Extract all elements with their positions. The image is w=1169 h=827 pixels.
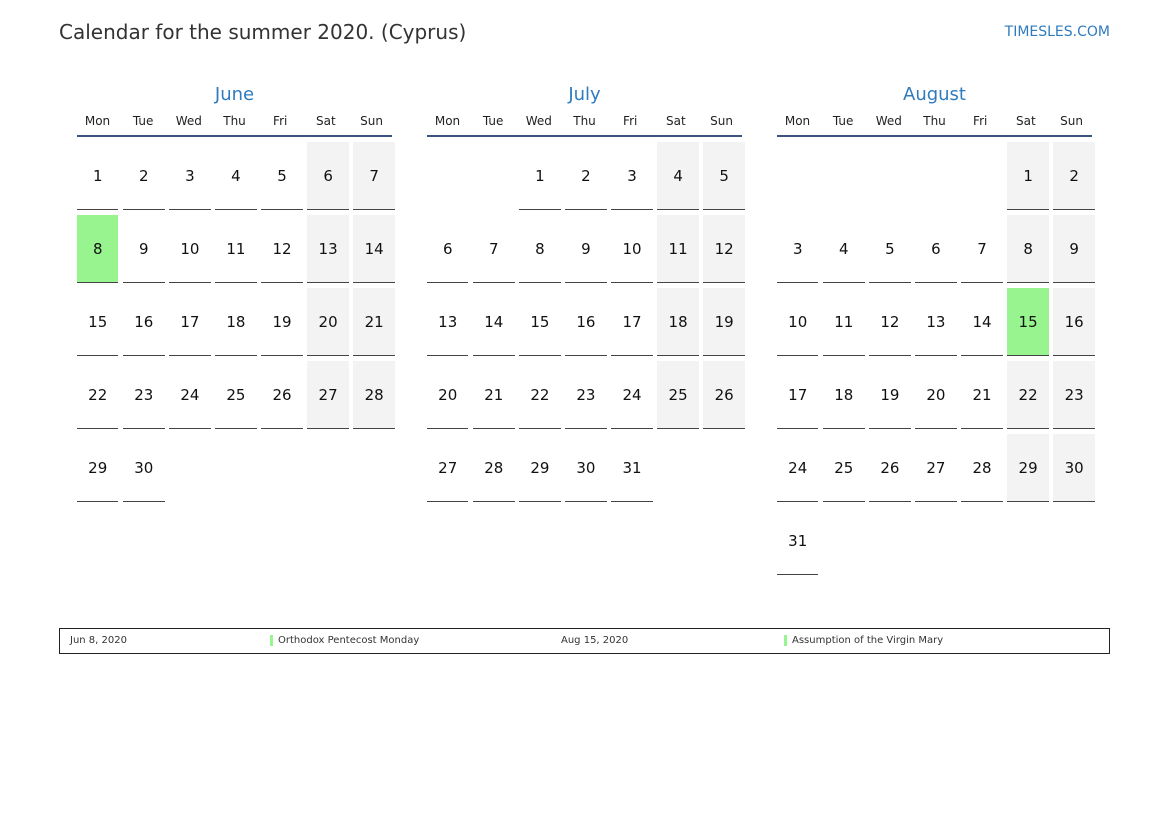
day-cell: 23 <box>123 361 164 429</box>
legend-date: Jun 8, 2020 <box>70 635 127 646</box>
day-cell: 23 <box>1053 361 1094 429</box>
day-cell: 8 <box>519 215 560 283</box>
day-cell: 12 <box>703 215 744 283</box>
day-cell: 20 <box>427 361 468 429</box>
day-cell: 26 <box>703 361 744 429</box>
empty-cell <box>823 142 864 210</box>
day-cell: 21 <box>473 361 514 429</box>
day-cell: 31 <box>777 507 818 575</box>
day-cell: 14 <box>353 215 394 283</box>
day-cell: 11 <box>215 215 256 283</box>
day-cell: 11 <box>657 215 698 283</box>
day-cell: 29 <box>77 434 118 502</box>
holiday-swatch <box>784 635 787 646</box>
day-cell: 25 <box>657 361 698 429</box>
weekday-label: Fri <box>623 114 638 128</box>
day-cell: 13 <box>915 288 956 356</box>
day-cell: 6 <box>307 142 348 210</box>
day-cell: 19 <box>261 288 302 356</box>
day-cell: 24 <box>169 361 210 429</box>
holiday-legend <box>59 628 1110 654</box>
day-cell: 9 <box>1053 215 1094 283</box>
day-cell: 29 <box>519 434 560 502</box>
day-cell: 7 <box>473 215 514 283</box>
legend-item <box>70 629 419 652</box>
weekday-header <box>427 114 742 137</box>
legend-holiday-name: Orthodox Pentecost Monday <box>278 635 420 646</box>
legend-date: Aug 15, 2020 <box>561 635 629 646</box>
weekday-label: Sun <box>710 114 733 128</box>
day-cell: 23 <box>565 361 606 429</box>
day-cell: 17 <box>611 288 652 356</box>
day-cell: 20 <box>915 361 956 429</box>
weekday-label: Thu <box>573 114 596 128</box>
day-cell: 22 <box>1007 361 1048 429</box>
day-cell: 27 <box>427 434 468 502</box>
day-cell: 10 <box>611 215 652 283</box>
day-cell: 19 <box>869 361 910 429</box>
weekday-label: Sun <box>1060 114 1083 128</box>
day-cell: 5 <box>869 215 910 283</box>
day-cell: 4 <box>657 142 698 210</box>
day-cell: 20 <box>307 288 348 356</box>
day-cell: 30 <box>123 434 164 502</box>
day-cell: 7 <box>353 142 394 210</box>
day-cell: 24 <box>611 361 652 429</box>
weekday-label: Thu <box>923 114 946 128</box>
month-title: June <box>214 84 255 105</box>
day-cell: 1 <box>519 142 560 210</box>
month-june <box>77 84 392 502</box>
day-cell: 16 <box>123 288 164 356</box>
day-cell: 5 <box>703 142 744 210</box>
day-cell: 28 <box>353 361 394 429</box>
day-cell: 30 <box>565 434 606 502</box>
day-cell: 1 <box>77 142 118 210</box>
day-cell: 3 <box>169 142 210 210</box>
weekday-label: Wed <box>525 114 552 128</box>
weekday-label: Fri <box>973 114 988 128</box>
day-cell: 15 <box>519 288 560 356</box>
weekday-label: Sat <box>316 114 336 128</box>
empty-cell <box>869 142 910 210</box>
weekday-header <box>777 114 1092 137</box>
day-cell: 8 <box>1007 215 1048 283</box>
month-july <box>427 84 742 502</box>
day-cell: 6 <box>427 215 468 283</box>
day-cell: 11 <box>823 288 864 356</box>
page-title: Calendar for the summer 2020. (Cyprus) <box>59 20 467 44</box>
holiday-day-cell: 8 <box>77 215 118 283</box>
day-cell: 2 <box>565 142 606 210</box>
day-cell: 27 <box>915 434 956 502</box>
day-cell: 21 <box>961 361 1002 429</box>
day-cell: 5 <box>261 142 302 210</box>
weekday-label: Sat <box>1016 114 1036 128</box>
weekday-label: Tue <box>482 114 504 128</box>
weekday-label: Mon <box>784 114 811 128</box>
day-cell: 21 <box>353 288 394 356</box>
day-cell: 4 <box>823 215 864 283</box>
empty-cell <box>777 142 818 210</box>
month-august <box>777 84 1092 575</box>
weekday-label: Wed <box>175 114 202 128</box>
weekday-label: Sun <box>360 114 383 128</box>
weekday-header <box>77 114 392 137</box>
day-cell: 3 <box>777 215 818 283</box>
weekday-label: Tue <box>832 114 854 128</box>
legend-item <box>561 629 943 652</box>
day-cell: 31 <box>611 434 652 502</box>
day-cell: 29 <box>1007 434 1048 502</box>
weekday-label: Thu <box>223 114 246 128</box>
day-cell: 28 <box>961 434 1002 502</box>
day-cell: 6 <box>915 215 956 283</box>
day-cell: 1 <box>1007 142 1048 210</box>
day-cell: 17 <box>777 361 818 429</box>
day-cell: 19 <box>703 288 744 356</box>
day-cell: 12 <box>261 215 302 283</box>
empty-cell <box>915 142 956 210</box>
day-cell: 7 <box>961 215 1002 283</box>
day-cell: 9 <box>565 215 606 283</box>
day-cell: 13 <box>307 215 348 283</box>
weekday-label: Mon <box>434 114 461 128</box>
legend-holiday-name: Assumption of the Virgin Mary <box>792 635 944 646</box>
day-cell: 2 <box>1053 142 1094 210</box>
day-cell: 10 <box>777 288 818 356</box>
day-cell: 26 <box>261 361 302 429</box>
day-cell: 22 <box>77 361 118 429</box>
holiday-day-cell: 15 <box>1007 288 1048 356</box>
day-cell: 26 <box>869 434 910 502</box>
empty-cell <box>961 142 1002 210</box>
day-cell: 28 <box>473 434 514 502</box>
day-cell: 30 <box>1053 434 1094 502</box>
empty-cell <box>427 142 468 210</box>
day-cell: 13 <box>427 288 468 356</box>
day-cell: 25 <box>215 361 256 429</box>
day-cell: 9 <box>123 215 164 283</box>
day-cell: 18 <box>657 288 698 356</box>
day-cell: 16 <box>1053 288 1094 356</box>
day-cell: 22 <box>519 361 560 429</box>
weekday-label: Tue <box>132 114 154 128</box>
day-cell: 24 <box>777 434 818 502</box>
day-cell: 15 <box>77 288 118 356</box>
day-grid <box>77 142 392 502</box>
day-cell: 2 <box>123 142 164 210</box>
weekday-label: Fri <box>273 114 288 128</box>
day-cell: 18 <box>215 288 256 356</box>
day-cell: 25 <box>823 434 864 502</box>
day-cell: 12 <box>869 288 910 356</box>
day-cell: 27 <box>307 361 348 429</box>
day-cell: 17 <box>169 288 210 356</box>
day-grid <box>777 142 1092 575</box>
weekday-label: Mon <box>84 114 111 128</box>
month-title: August <box>903 84 966 105</box>
day-cell: 18 <box>823 361 864 429</box>
day-cell: 14 <box>473 288 514 356</box>
day-cell: 3 <box>611 142 652 210</box>
weekday-label: Sat <box>666 114 686 128</box>
weekday-label: Wed <box>875 114 902 128</box>
day-grid <box>427 142 742 502</box>
empty-cell <box>473 142 514 210</box>
day-cell: 10 <box>169 215 210 283</box>
month-title: July <box>568 84 601 105</box>
holiday-swatch <box>270 635 273 646</box>
day-cell: 4 <box>215 142 256 210</box>
site-link[interactable]: TIMESLES.COM <box>1004 24 1110 40</box>
day-cell: 14 <box>961 288 1002 356</box>
day-cell: 16 <box>565 288 606 356</box>
